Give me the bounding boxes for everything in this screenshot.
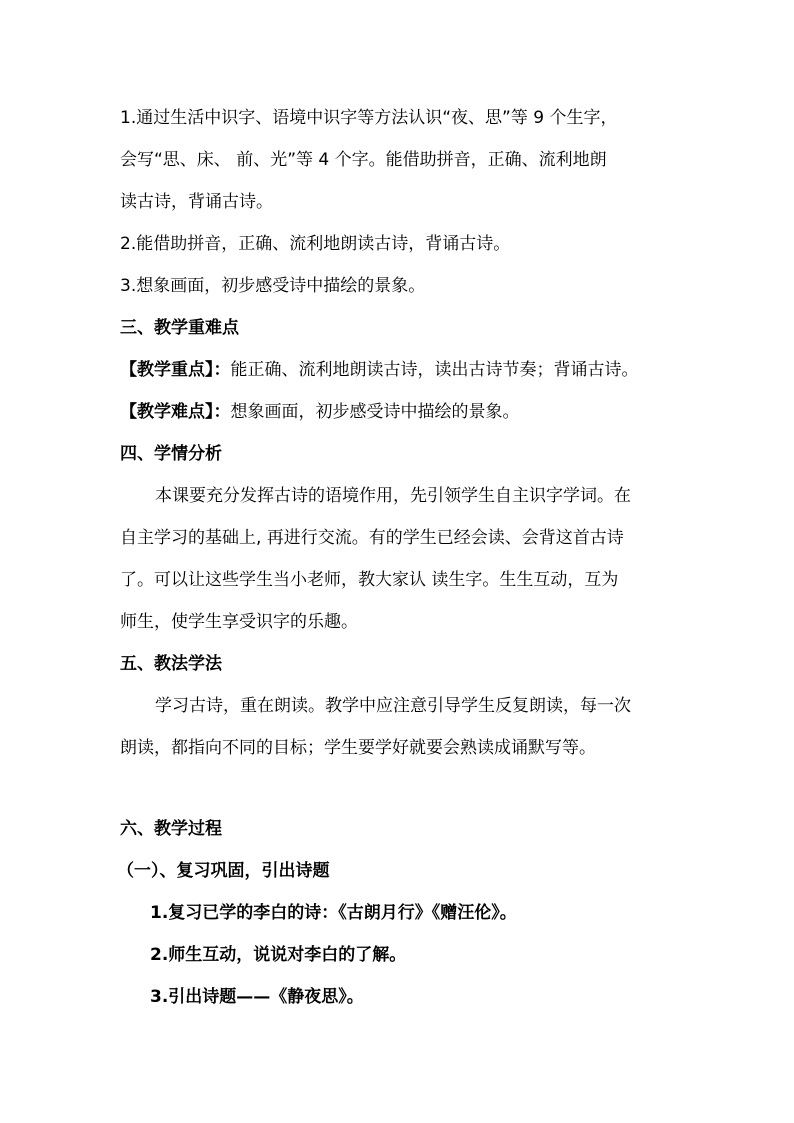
difficult-point-text: 想象画面，初步感受诗中描绘的景象。 [230, 402, 520, 422]
process-step-3: 3.引出诗题——《静夜思》。 [150, 987, 364, 1007]
process-step-1: 1.复习已学的李白的诗：《古朗月行》《赠汪伦》。 [150, 903, 517, 923]
learner-analysis-line-1: 本课要充分发挥古诗的语境作用，先引领学生自主识字学词。在 [155, 486, 631, 506]
section-heading-methods: 五、教法学法 [120, 654, 222, 674]
difficult-point-line [120, 401, 520, 423]
learner-analysis-line-4: 师生，使学生享受识字的乐趣。 [120, 612, 358, 632]
difficult-point-label: 【教学难点】： [120, 402, 231, 422]
section-heading-learner-analysis: 四、学情分析 [120, 444, 222, 464]
process-step-2: 2.师生互动，说说对李白的了解。 [150, 945, 407, 965]
learner-analysis-line-3: 了。可以让这些学生当小老师，教大家认 读生字。生生互动，互为 [120, 570, 619, 590]
section-heading-key-points: 三、教学重难点 [120, 318, 239, 338]
objective-3: 3.想象画面，初步感受诗中描绘的景象。 [120, 276, 426, 296]
key-point-label: 【教学重点】： [120, 360, 231, 380]
learner-analysis-line-2: 自主学习的基础上, 再进行交流。有的学生已经会读、会背这首古诗 [120, 528, 624, 548]
objective-2: 2.能借助拼音，正确、流利地朗读古诗，背诵古诗。 [120, 234, 511, 254]
methods-line-1: 学习古诗，重在朗读。教学中应注意引导学生反复朗读，每一次 [155, 696, 631, 716]
process-subheading-1: （一）、复习巩固，引出诗题 [117, 861, 330, 881]
objective-1-line-1: 1.通过生活中识字、语境中识字等方法认识“夜、思”等 9 个生字， [120, 108, 618, 128]
key-point-text: 能正确、流利地朗读古诗，读出古诗节奏；背诵古诗。 [230, 360, 639, 380]
section-heading-process: 六、教学过程 [120, 819, 222, 839]
objective-1-line-3: 读古诗，背诵古诗。 [120, 192, 273, 212]
key-point-line [120, 359, 639, 381]
objective-1-line-2: 会写“思、床、 前、光”等 4 个字。能借助拼音，正确、流利地朗 [120, 150, 607, 170]
methods-line-2: 朗读，都指向不同的目标；学生要学好就要会熟读成诵默写等。 [120, 738, 596, 758]
